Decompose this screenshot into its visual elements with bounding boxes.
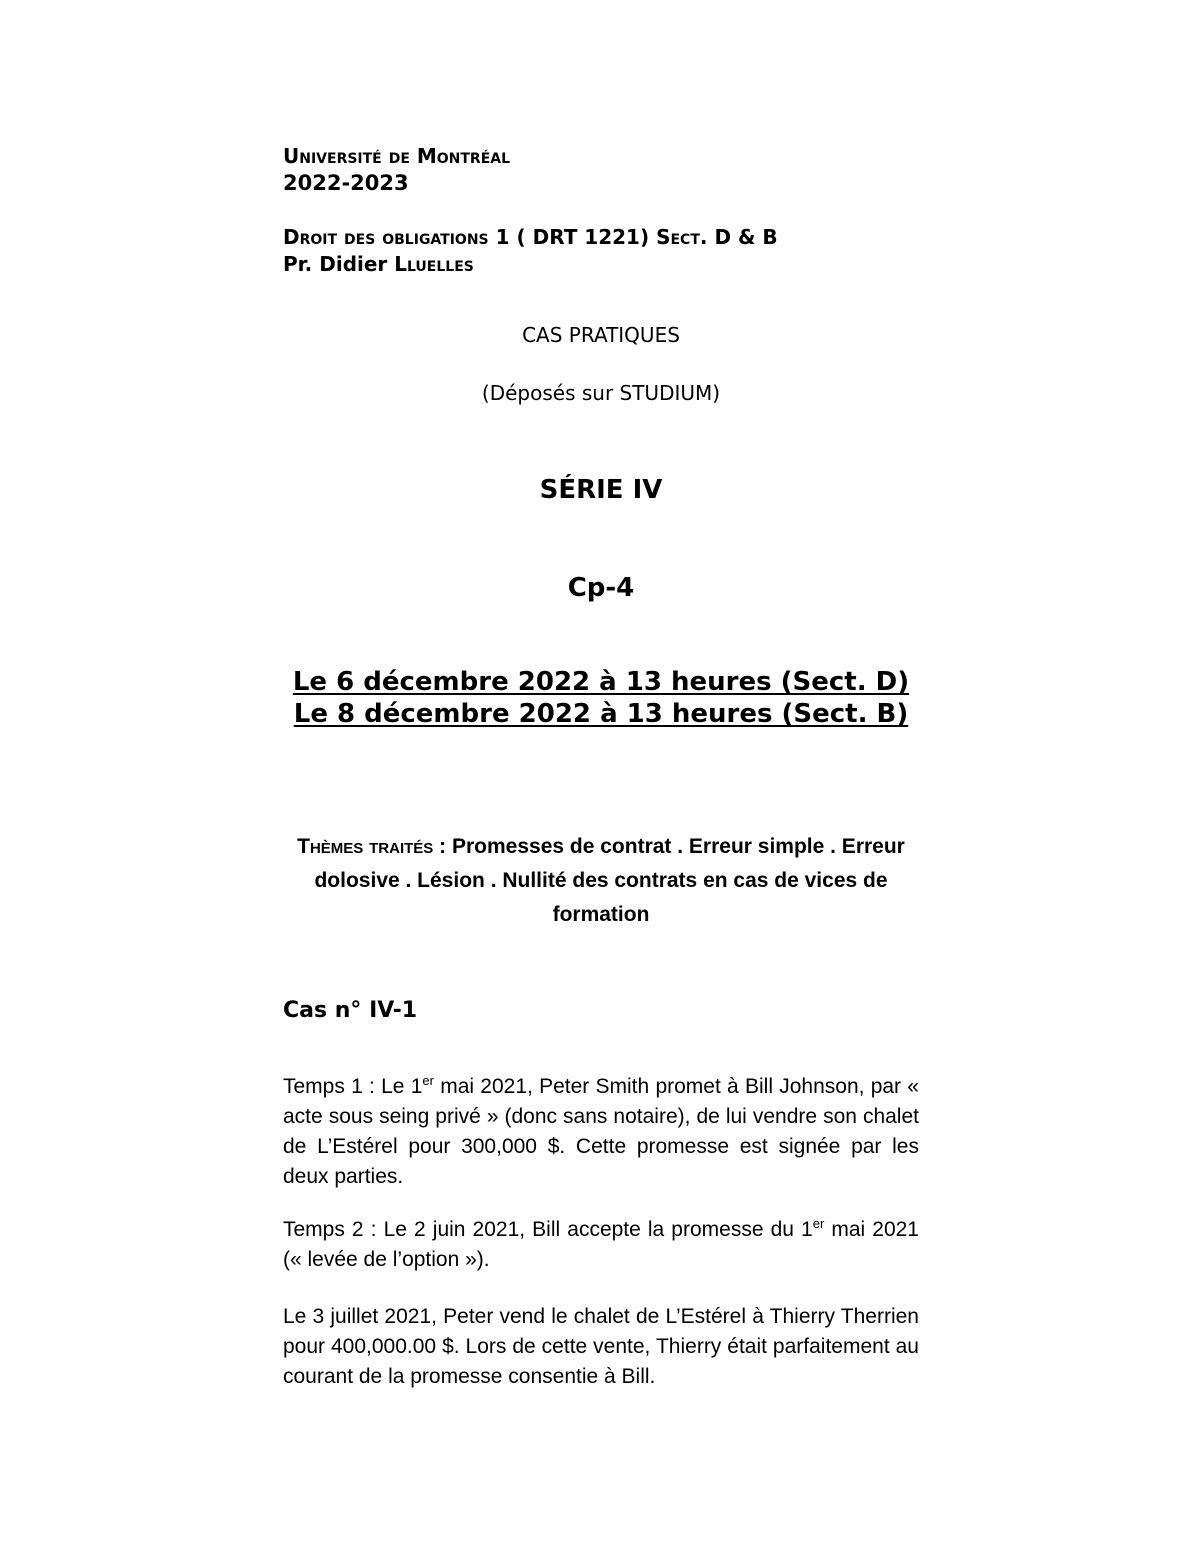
p1-superscript: er xyxy=(422,1073,434,1088)
p2-superscript: er xyxy=(812,1216,825,1231)
academic-year: 2022-2023 xyxy=(283,171,409,195)
professor-prefix: Pr. Didier xyxy=(283,252,388,276)
university-name: Université de Montréal xyxy=(283,144,511,168)
series-title: SÉRIE IV xyxy=(539,475,663,505)
case-heading: Cas n° IV-1 xyxy=(283,998,418,1023)
p1-start: Temps 1 : Le 1 xyxy=(283,1075,423,1098)
professor-surname: Lluelles xyxy=(394,252,474,276)
section-letters: D & B xyxy=(714,225,778,249)
course-line xyxy=(283,224,919,251)
themes-block xyxy=(283,830,919,932)
case-paragraph-1 xyxy=(283,1072,919,1192)
deposit-note: (Déposés sur STUDIUM) xyxy=(481,381,721,405)
dates-block xyxy=(283,666,919,730)
themes-label: Thèmes traités : xyxy=(297,835,447,858)
course-prefix: Droit des obligations xyxy=(283,225,489,249)
header-block xyxy=(283,143,919,278)
date-section-d: Le 6 décembre 2022 à 13 heures (Sect. D) xyxy=(292,667,910,697)
professor-line xyxy=(283,251,919,278)
case-paragraph-3: Le 3 juillet 2021, Peter vend le chalet de L’Estérel à Thierry Therrien pour 400,000.00 $. Lors de cette vente, Thierry était parfaitement au courant de la promesse consentie à Bill. xyxy=(283,1305,919,1388)
series-code: Cp-4 xyxy=(567,573,635,603)
p1-rest: mai 2021, Peter Smith promet à Bill Johnson, par « acte sous seing privé » (donc sans notaire), de lui vendre son chalet de L’Estérel pour 300,000 $. Cette promesse est signée par les deux parties. xyxy=(283,1075,919,1188)
section-word: Sect. xyxy=(656,225,708,249)
p2-start: Temps 2 : Le 2 juin 2021, Bill accepte la promesse du 1 xyxy=(283,1218,813,1241)
themes-text: Promesses de contrat . Erreur simple . Erreur dolosive . Lésion . Nullité des contrats en cas de vices de formation xyxy=(314,835,905,926)
cas-pratiques-label: CAS PRATIQUES xyxy=(522,323,680,347)
date-section-b: Le 8 décembre 2022 à 13 heures (Sect. B) xyxy=(293,699,909,729)
case-paragraph-2 xyxy=(283,1215,919,1275)
p2-rest: mai 2021 (« levée de l’option »). xyxy=(283,1218,919,1271)
course-code: 1 ( DRT 1221) xyxy=(495,225,650,249)
